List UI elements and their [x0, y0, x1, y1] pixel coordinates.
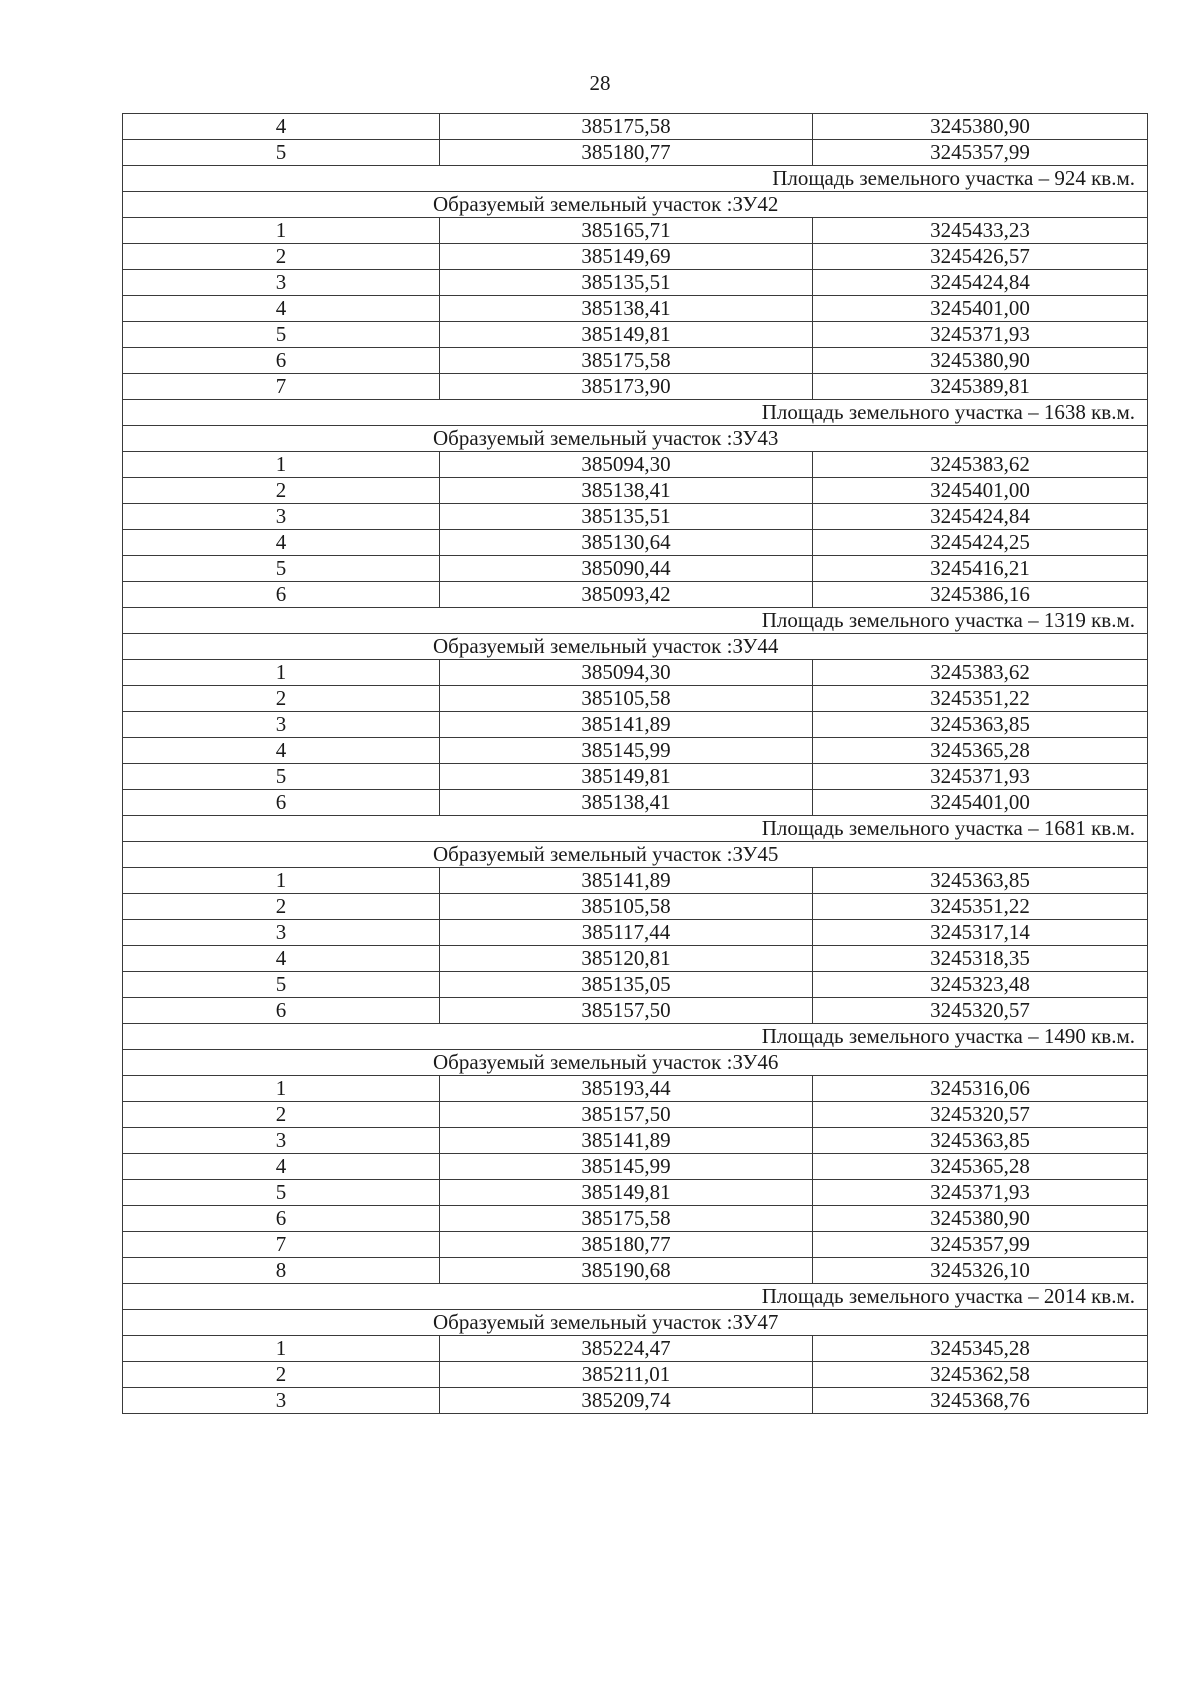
y-coordinate-cell: 3245368,76: [813, 1388, 1148, 1414]
plot-header-row: [123, 842, 1148, 868]
page-number: 28: [589, 71, 611, 95]
point-number-cell: 5: [123, 972, 440, 998]
table-row: [123, 348, 1148, 374]
table-row: [123, 296, 1148, 322]
x-coordinate-cell: 385180,77: [440, 140, 813, 166]
x-coordinate-cell: 385093,42: [440, 582, 813, 608]
x-coordinate-cell: 385105,58: [440, 894, 813, 920]
y-coordinate-cell: 3245318,35: [813, 946, 1148, 972]
table-row: [123, 1102, 1148, 1128]
point-number-cell: 8: [123, 1258, 440, 1284]
table-row: [123, 1362, 1148, 1388]
x-coordinate-cell: 385141,89: [440, 712, 813, 738]
x-coordinate-cell: 385180,77: [440, 1232, 813, 1258]
table-row: [123, 738, 1148, 764]
point-number-cell: 2: [123, 1362, 440, 1388]
x-coordinate-cell: 385094,30: [440, 660, 813, 686]
point-number-cell: 7: [123, 374, 440, 400]
table-row: [123, 504, 1148, 530]
point-number-cell: 5: [123, 322, 440, 348]
area-cell: Площадь земельного участка – 1490 кв.м.: [123, 1024, 1148, 1050]
point-number-cell: 3: [123, 504, 440, 530]
x-coordinate-cell: 385105,58: [440, 686, 813, 712]
point-number-cell: 6: [123, 1206, 440, 1232]
y-coordinate-cell: 3245433,23: [813, 218, 1148, 244]
table-row: [123, 452, 1148, 478]
point-number-cell: 2: [123, 244, 440, 270]
point-number-cell: 1: [123, 1336, 440, 1362]
area-row: [123, 608, 1148, 634]
x-coordinate-cell: 385138,41: [440, 478, 813, 504]
point-number-cell: 5: [123, 1180, 440, 1206]
point-number-cell: 1: [123, 1076, 440, 1102]
y-coordinate-cell: 3245357,99: [813, 140, 1148, 166]
y-coordinate-cell: 3245326,10: [813, 1258, 1148, 1284]
table-row: [123, 1336, 1148, 1362]
point-number-cell: 2: [123, 894, 440, 920]
y-coordinate-cell: 3245401,00: [813, 296, 1148, 322]
x-coordinate-cell: 385165,71: [440, 218, 813, 244]
y-coordinate-cell: 3245380,90: [813, 114, 1148, 140]
x-coordinate-cell: 385149,69: [440, 244, 813, 270]
table-row: [123, 972, 1148, 998]
point-number-cell: 4: [123, 114, 440, 140]
y-coordinate-cell: 3245383,62: [813, 660, 1148, 686]
point-number-cell: 6: [123, 582, 440, 608]
table-row: [123, 322, 1148, 348]
y-coordinate-cell: 3245365,28: [813, 738, 1148, 764]
x-coordinate-cell: 385090,44: [440, 556, 813, 582]
table-row: [123, 946, 1148, 972]
x-coordinate-cell: 385193,44: [440, 1076, 813, 1102]
y-coordinate-cell: 3245424,84: [813, 504, 1148, 530]
y-coordinate-cell: 3245357,99: [813, 1232, 1148, 1258]
y-coordinate-cell: 3245424,25: [813, 530, 1148, 556]
table-row: [123, 1258, 1148, 1284]
y-coordinate-cell: 3245363,85: [813, 868, 1148, 894]
y-coordinate-cell: 3245371,93: [813, 1180, 1148, 1206]
y-coordinate-cell: 3245416,21: [813, 556, 1148, 582]
x-coordinate-cell: 385149,81: [440, 1180, 813, 1206]
y-coordinate-cell: 3245380,90: [813, 348, 1148, 374]
point-number-cell: 6: [123, 348, 440, 374]
table-row: [123, 1232, 1148, 1258]
x-coordinate-cell: 385190,68: [440, 1258, 813, 1284]
area-cell: Площадь земельного участка – 924 кв.м.: [123, 166, 1148, 192]
y-coordinate-cell: 3245371,93: [813, 322, 1148, 348]
x-coordinate-cell: 385209,74: [440, 1388, 813, 1414]
x-coordinate-cell: 385094,30: [440, 452, 813, 478]
point-number-cell: 4: [123, 530, 440, 556]
y-coordinate-cell: 3245351,22: [813, 894, 1148, 920]
plot-header-cell: Образуемый земельный участок :ЗУ46: [123, 1050, 1148, 1076]
table-row: [123, 686, 1148, 712]
y-coordinate-cell: 3245383,62: [813, 452, 1148, 478]
point-number-cell: 1: [123, 660, 440, 686]
table-row: [123, 140, 1148, 166]
table-row: [123, 478, 1148, 504]
table-row: [123, 1206, 1148, 1232]
point-number-cell: 1: [123, 452, 440, 478]
plot-header-row: [123, 1050, 1148, 1076]
y-coordinate-cell: 3245345,28: [813, 1336, 1148, 1362]
area-row: [123, 400, 1148, 426]
coordinates-table: [122, 113, 1148, 1414]
point-number-cell: 2: [123, 1102, 440, 1128]
y-coordinate-cell: 3245323,48: [813, 972, 1148, 998]
point-number-cell: 3: [123, 920, 440, 946]
point-number-cell: 1: [123, 868, 440, 894]
y-coordinate-cell: 3245380,90: [813, 1206, 1148, 1232]
point-number-cell: 3: [123, 1388, 440, 1414]
y-coordinate-cell: 3245401,00: [813, 478, 1148, 504]
point-number-cell: 7: [123, 1232, 440, 1258]
table-row: [123, 218, 1148, 244]
table-row: [123, 868, 1148, 894]
table-row: [123, 790, 1148, 816]
plot-header-cell: Образуемый земельный участок :ЗУ47: [123, 1310, 1148, 1336]
x-coordinate-cell: 385145,99: [440, 1154, 813, 1180]
y-coordinate-cell: 3245351,22: [813, 686, 1148, 712]
table-row: [123, 1180, 1148, 1206]
x-coordinate-cell: 385120,81: [440, 946, 813, 972]
area-cell: Площадь земельного участка – 2014 кв.м.: [123, 1284, 1148, 1310]
x-coordinate-cell: 385145,99: [440, 738, 813, 764]
x-coordinate-cell: 385175,58: [440, 114, 813, 140]
table-row: [123, 660, 1148, 686]
y-coordinate-cell: 3245389,81: [813, 374, 1148, 400]
y-coordinate-cell: 3245371,93: [813, 764, 1148, 790]
y-coordinate-cell: 3245316,06: [813, 1076, 1148, 1102]
table-row: [123, 920, 1148, 946]
point-number-cell: 4: [123, 296, 440, 322]
plot-header-row: [123, 1310, 1148, 1336]
x-coordinate-cell: 385224,47: [440, 1336, 813, 1362]
y-coordinate-cell: 3245363,85: [813, 1128, 1148, 1154]
x-coordinate-cell: 385141,89: [440, 1128, 813, 1154]
table-row: [123, 556, 1148, 582]
plot-header-cell: Образуемый земельный участок :ЗУ45: [123, 842, 1148, 868]
y-coordinate-cell: 3245401,00: [813, 790, 1148, 816]
y-coordinate-cell: 3245363,85: [813, 712, 1148, 738]
x-coordinate-cell: 385149,81: [440, 322, 813, 348]
area-cell: Площадь земельного участка – 1681 кв.м.: [123, 816, 1148, 842]
plot-header-cell: Образуемый земельный участок :ЗУ43: [123, 426, 1148, 452]
table-row: [123, 764, 1148, 790]
x-coordinate-cell: 385135,51: [440, 504, 813, 530]
point-number-cell: 6: [123, 998, 440, 1024]
area-row: [123, 1284, 1148, 1310]
x-coordinate-cell: 385173,90: [440, 374, 813, 400]
table-row: [123, 530, 1148, 556]
x-coordinate-cell: 385157,50: [440, 1102, 813, 1128]
coordinates-table-body: [123, 114, 1148, 1414]
x-coordinate-cell: 385135,51: [440, 270, 813, 296]
point-number-cell: 5: [123, 556, 440, 582]
x-coordinate-cell: 385157,50: [440, 998, 813, 1024]
y-coordinate-cell: 3245426,57: [813, 244, 1148, 270]
table-row: [123, 1076, 1148, 1102]
table-row: [123, 374, 1148, 400]
plot-header-row: [123, 192, 1148, 218]
table-row: [123, 244, 1148, 270]
x-coordinate-cell: 385138,41: [440, 296, 813, 322]
x-coordinate-cell: 385175,58: [440, 348, 813, 374]
y-coordinate-cell: 3245320,57: [813, 1102, 1148, 1128]
y-coordinate-cell: 3245362,58: [813, 1362, 1148, 1388]
x-coordinate-cell: 385117,44: [440, 920, 813, 946]
point-number-cell: 4: [123, 738, 440, 764]
y-coordinate-cell: 3245365,28: [813, 1154, 1148, 1180]
table-row: [123, 1128, 1148, 1154]
plot-header-cell: Образуемый земельный участок :ЗУ44: [123, 634, 1148, 660]
table-row: [123, 270, 1148, 296]
table-row: [123, 114, 1148, 140]
x-coordinate-cell: 385130,64: [440, 530, 813, 556]
x-coordinate-cell: 385211,01: [440, 1362, 813, 1388]
y-coordinate-cell: 3245317,14: [813, 920, 1148, 946]
point-number-cell: 4: [123, 1154, 440, 1180]
y-coordinate-cell: 3245424,84: [813, 270, 1148, 296]
point-number-cell: 2: [123, 686, 440, 712]
x-coordinate-cell: 385141,89: [440, 868, 813, 894]
plot-header-row: [123, 634, 1148, 660]
table-row: [123, 712, 1148, 738]
point-number-cell: 2: [123, 478, 440, 504]
area-row: [123, 816, 1148, 842]
x-coordinate-cell: 385135,05: [440, 972, 813, 998]
point-number-cell: 4: [123, 946, 440, 972]
area-row: [123, 1024, 1148, 1050]
point-number-cell: 3: [123, 1128, 440, 1154]
table-row: [123, 1154, 1148, 1180]
x-coordinate-cell: 385149,81: [440, 764, 813, 790]
area-cell: Площадь земельного участка – 1319 кв.м.: [123, 608, 1148, 634]
plot-header-cell: Образуемый земельный участок :ЗУ42: [123, 192, 1148, 218]
table-row: [123, 582, 1148, 608]
point-number-cell: 1: [123, 218, 440, 244]
table-row: [123, 998, 1148, 1024]
area-cell: Площадь земельного участка – 1638 кв.м.: [123, 400, 1148, 426]
table-row: [123, 894, 1148, 920]
point-number-cell: 3: [123, 712, 440, 738]
point-number-cell: 3: [123, 270, 440, 296]
y-coordinate-cell: 3245320,57: [813, 998, 1148, 1024]
area-row: [123, 166, 1148, 192]
table-row: [123, 1388, 1148, 1414]
y-coordinate-cell: 3245386,16: [813, 582, 1148, 608]
x-coordinate-cell: 385138,41: [440, 790, 813, 816]
point-number-cell: 5: [123, 140, 440, 166]
point-number-cell: 5: [123, 764, 440, 790]
plot-header-row: [123, 426, 1148, 452]
point-number-cell: 6: [123, 790, 440, 816]
x-coordinate-cell: 385175,58: [440, 1206, 813, 1232]
